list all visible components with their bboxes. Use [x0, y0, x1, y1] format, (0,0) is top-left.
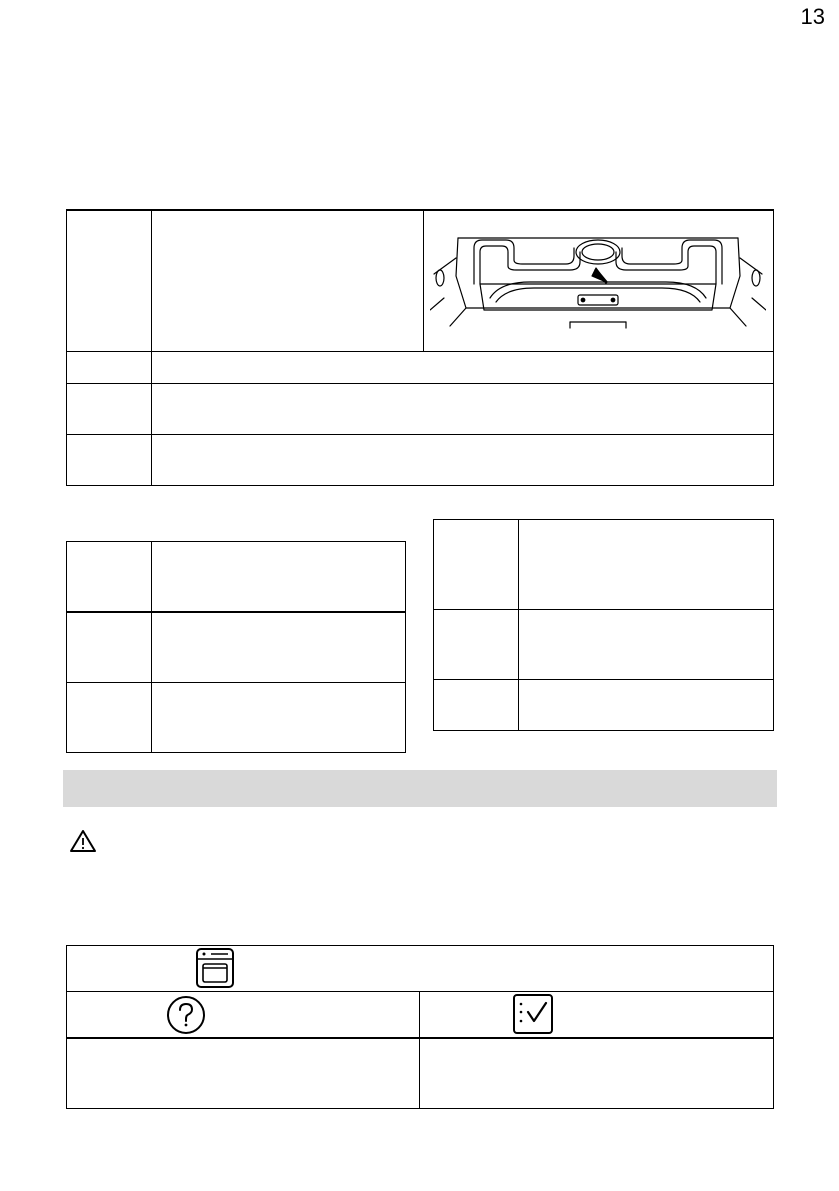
section-header [63, 770, 777, 807]
checklist-icon [513, 994, 553, 1034]
grill-element-illustration [430, 218, 766, 330]
oven-icon [195, 948, 235, 988]
page-number: 13 [800, 4, 825, 29]
question-circle-icon [165, 994, 207, 1036]
warning-triangle-icon [69, 829, 97, 853]
